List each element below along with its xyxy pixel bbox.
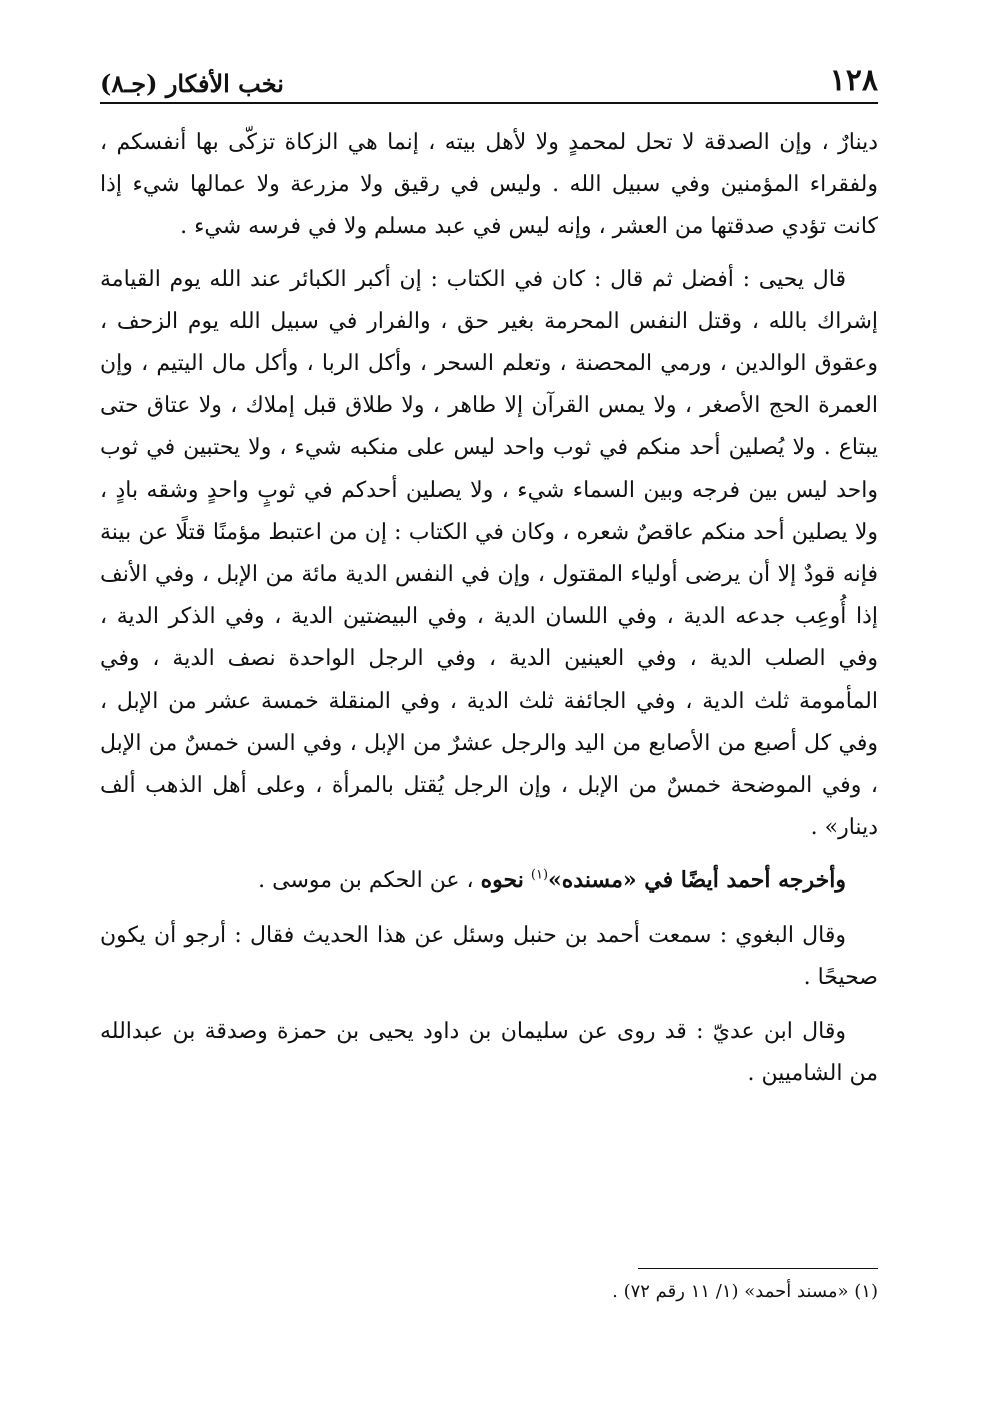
page-number: ١٢٨ (829, 63, 878, 98)
paragraph-continuation: دينارٌ ، وإن الصدقة لا تحل لمحمدٍ ولا لأهل بيته ، إنما هي الزكاة تزكّى بها أنفسكم ، ولفقراء المؤمنين وفي سبيل الله . وليس في رقيق ولا مزرعة ولا عمالها شيء إذا كانت تؤدي صدقتها من العشر ، وإنه ليس في عبد مسلم ولا في فرسه شيء . (100, 130, 878, 240)
footnote: (١) «مسند أحمد» (١/ ١١ رقم ٧٢) . (612, 1281, 878, 1302)
paragraph-baghawi: وقال البغوي : سمعت أحمد بن حنبل وسئل عن هذا الحديث فقال : أرجو أن يكون صحيحًا . (100, 922, 878, 990)
footnote-marker: (١) (530, 868, 549, 884)
main-text (100, 122, 878, 1095)
running-title: نخب الأفكار (جـ٨) (100, 69, 284, 98)
paragraph-yahya-quote: قال يحيى : أفضل ثم قال : كان في الكتاب : إن أكبر الكبائر عند الله يوم القيامة إشراك بالله ، وقتل النفس المحرمة بغير حق ، والفرار في سبيل الله يوم الزحف ، وعقوق الوالدين ، ورمي المحصنة ، وتعلم السحر ، وأكل الربا ، وأكل مال اليتيم ، وإن العمرة الحج الأصغر ، ولا يمس القرآن إلا طاهر ، ولا طلاق قبل إملاك ، ولا عتاق حتى يبتاع . ولا يُصلين أحد منكم في ثوب واحد ليس على منكبه شيء ، ولا يحتبين في ثوب واحد ليس بين فرجه وبين السماء شيء ، ولا يصلين أحدكم في ثوبٍ واحدٍ وشقه بادٍ ، ولا يصلين أحد منكم عاقصٌ شعره ، وكان في الكتاب : إن من اعتبط مؤمنًا قتلًا عن بينة فإنه قودٌ إلا أن يرضى أولياء المقتول ، وإن في النفس الدية مائة من الإبل ، وفي الأنف إذا أُوعِب جدعه الدية ، وفي اللسان الدية ، وفي البيضتين الدية ، وفي الذكر الدية ، وفي الصلب الدية ، وفي العينين الدية ، وفي الرجل الواحدة نصف الدية ، وفي المأمومة ثلث الدية ، وفي الجائفة ثلث الدية ، وفي المنقلة خمسة عشر من الإبل ، وفي كل أصبع من الأصابع من اليد والرجل عشرٌ من الإبل ، وفي السن خمسٌ من الإبل ، وفي الموضحة خمسٌ من الإبل ، وإن الرجل يُقتل بالمرأة ، وعلى أهل الذهب ألف دينار» . (100, 266, 878, 841)
ahmad-source-rest: ، عن الحكم بن موسى . (258, 868, 474, 894)
ahmad-source-bold: وأخرجه أحمد أيضًا في «مسنده» (548, 867, 846, 894)
paragraph-ibn-adi: وقال ابن عديّ : قد روى عن سليمان بن داود يحيى بن حمزة وصدقة بن عبدالله من الشاميين . (100, 1019, 878, 1087)
page-header (100, 62, 878, 104)
footnote-divider (638, 1268, 878, 1269)
paragraph-ahmad-source (100, 859, 878, 902)
ahmad-source-bold-2: نحوه (480, 867, 524, 894)
